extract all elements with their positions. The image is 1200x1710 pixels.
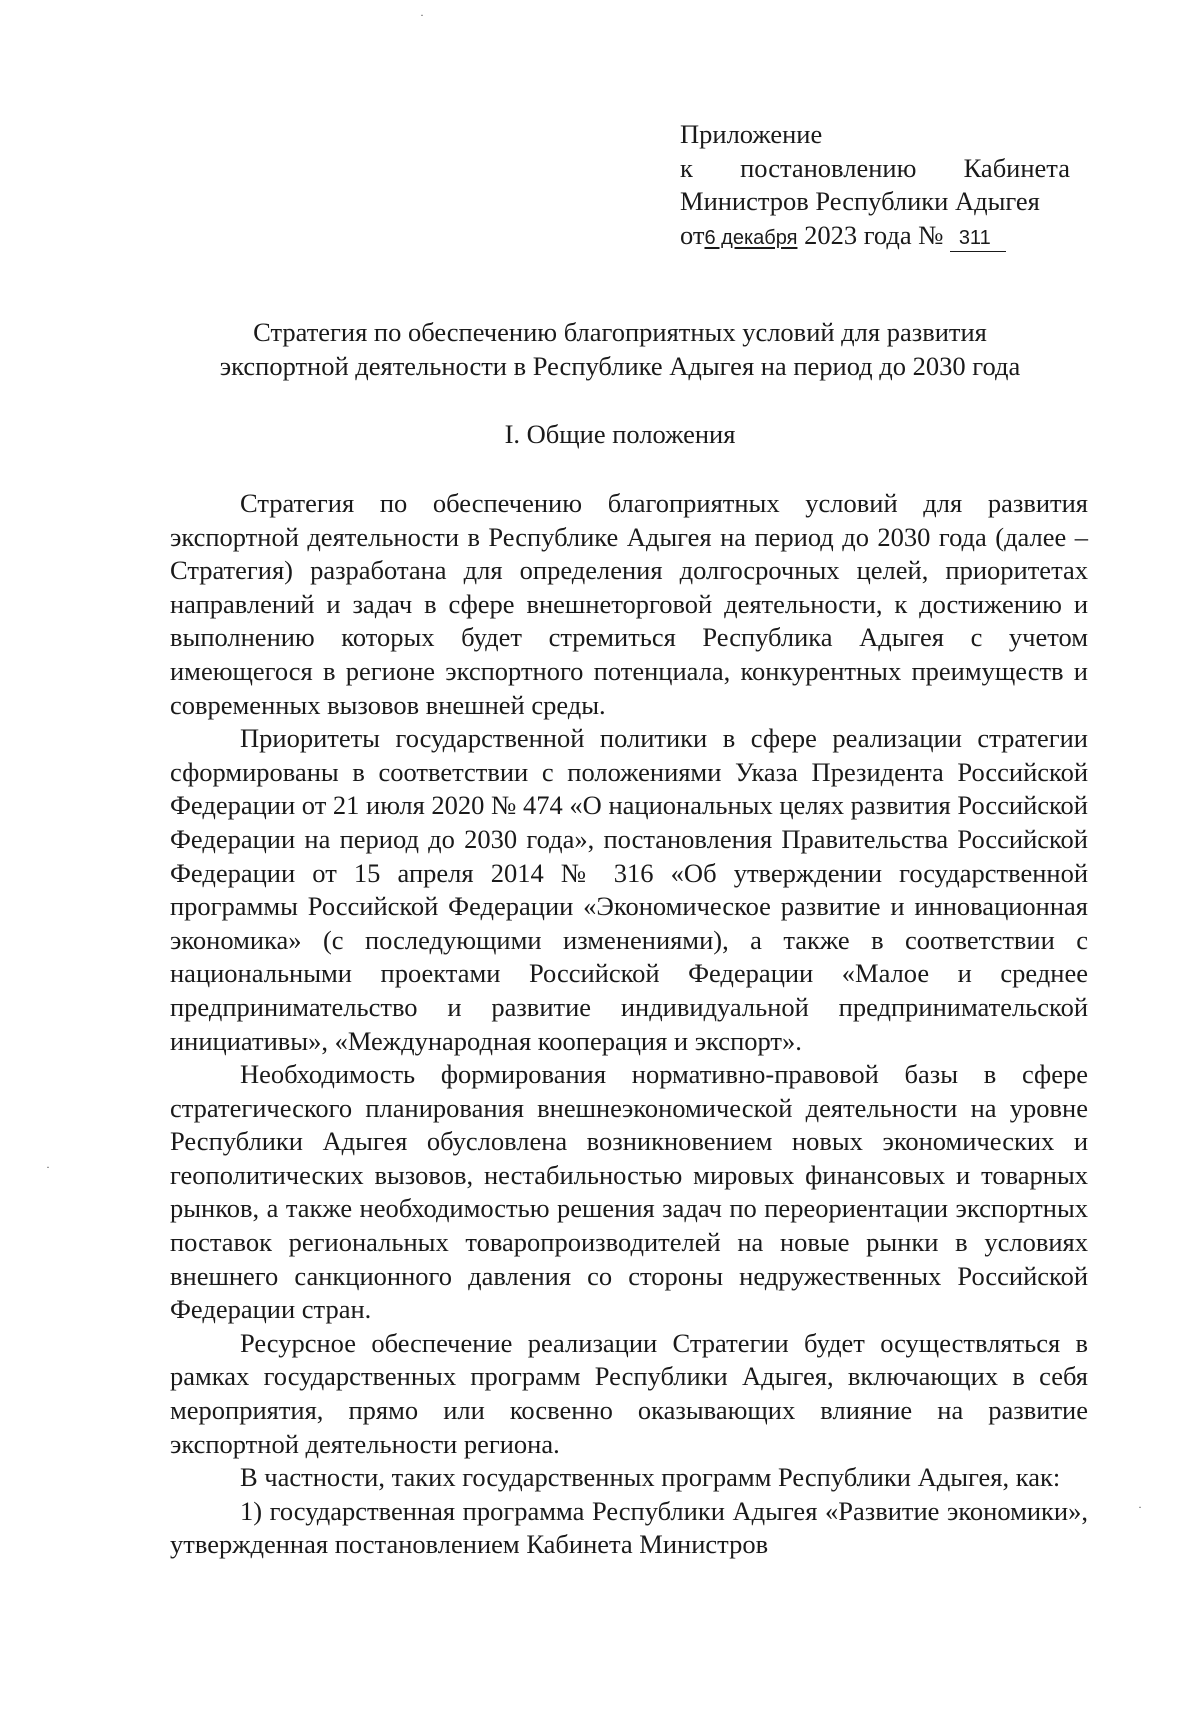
paragraph: 1) государственная программа Республики Адыгея «Развитие экономики», утвержденная постановлением Кабинета Министров (170, 1495, 1088, 1560)
appendix-cabinet-word: Кабинета (963, 152, 1070, 183)
paragraph: Стратегия по обеспечению благоприятных условий для развития экспортной деятельности в Республике Адыгея на период до 2030 года (далее – Стратегия) разработана для определения долгосрочных целей, приоритетах направлений и задач в сфере внешнеторговой деятельности, к достижению и выполнению которых будет стремиться Республика Адыгея с учетом имеющегося в регионе экспортного потенциала, конкурентных преимуществ и современных вызовов внешней среды. (170, 488, 1088, 720)
scan-speck: · (46, 1160, 50, 1174)
appendix-line-3: Министров Республики Адыгея (680, 186, 1040, 216)
paragraph: Необходимость формирования нормативно-правовой базы в сфере стратегического планирования внешнеэкономической деятельности на уровне Республики Адыгея обусловлена возникновением новых экономических и геополитических вызовов, нестабильностью мировых финансовых и товарных рынков, а также необходимостью решения задач по переориентации экспортных поставок региональных товаропроизводителей на новые рынки в условиях внешнего санкционного давления со стороны недружественных Российской Федерации стран. (170, 1059, 1088, 1325)
appendix-date-filled: 6 декабря (704, 226, 798, 249)
scan-speck: · (420, 8, 424, 22)
section-title: I. Общие положения (504, 419, 736, 449)
appendix-date-line (680, 219, 1070, 256)
appendix-line-2 (680, 152, 1070, 186)
document-title (120, 316, 1120, 383)
appendix-k: к (680, 152, 693, 183)
appendix-number-field (950, 222, 1006, 252)
document-title-line-2: экспортной деятельности в Республике Адыгея на период до 2030 года (219, 350, 1021, 381)
scan-speck: · (1138, 1500, 1142, 1514)
appendix-resolution-word: постановлению (740, 152, 917, 183)
paragraph: Приоритеты государственной политики в сфере реализации стратегии сформированы в соответствии с положениями Указа Президента Российской Федерации от 21 июля 2020 № 474 «О национальных целях развития Российской Федерации на период до 2030 года», постановления Правительства Российской Федерации от 15 апреля 2014 № 316 «Об утверждении государственной программы Российской Федерации «Экономическое развитие и инновационная экономика» (с последующими изменениями), а также в соответствии с национальными проектами Российской Федерации «Малое и среднее предпринимательство и развитие индивидуальной предпринимательской инициативы», «Международная кооперация и экспорт». (170, 723, 1088, 1056)
document-title-line-1: Стратегия по обеспечению благоприятных условий для развития (253, 317, 987, 347)
appendix-number-filled: 311 (958, 226, 991, 249)
paragraph: В частности, таких государственных программ Республики Адыгея, как: (240, 1462, 1061, 1493)
document-body (170, 487, 1088, 1562)
appendix-date-middle: 2023 года № (797, 219, 951, 250)
appendix-block (680, 118, 1070, 255)
appendix-date-prefix: от (680, 219, 705, 250)
appendix-title: Приложение (680, 119, 823, 149)
paragraph: Ресурсное обеспечение реализации Стратегии будет осуществляться в рамках государственных программ Республики Адыгея, включающих в себя мероприятия, прямо или косвенно оказывающих влияние на развитие экспортной деятельности региона. (170, 1327, 1088, 1459)
